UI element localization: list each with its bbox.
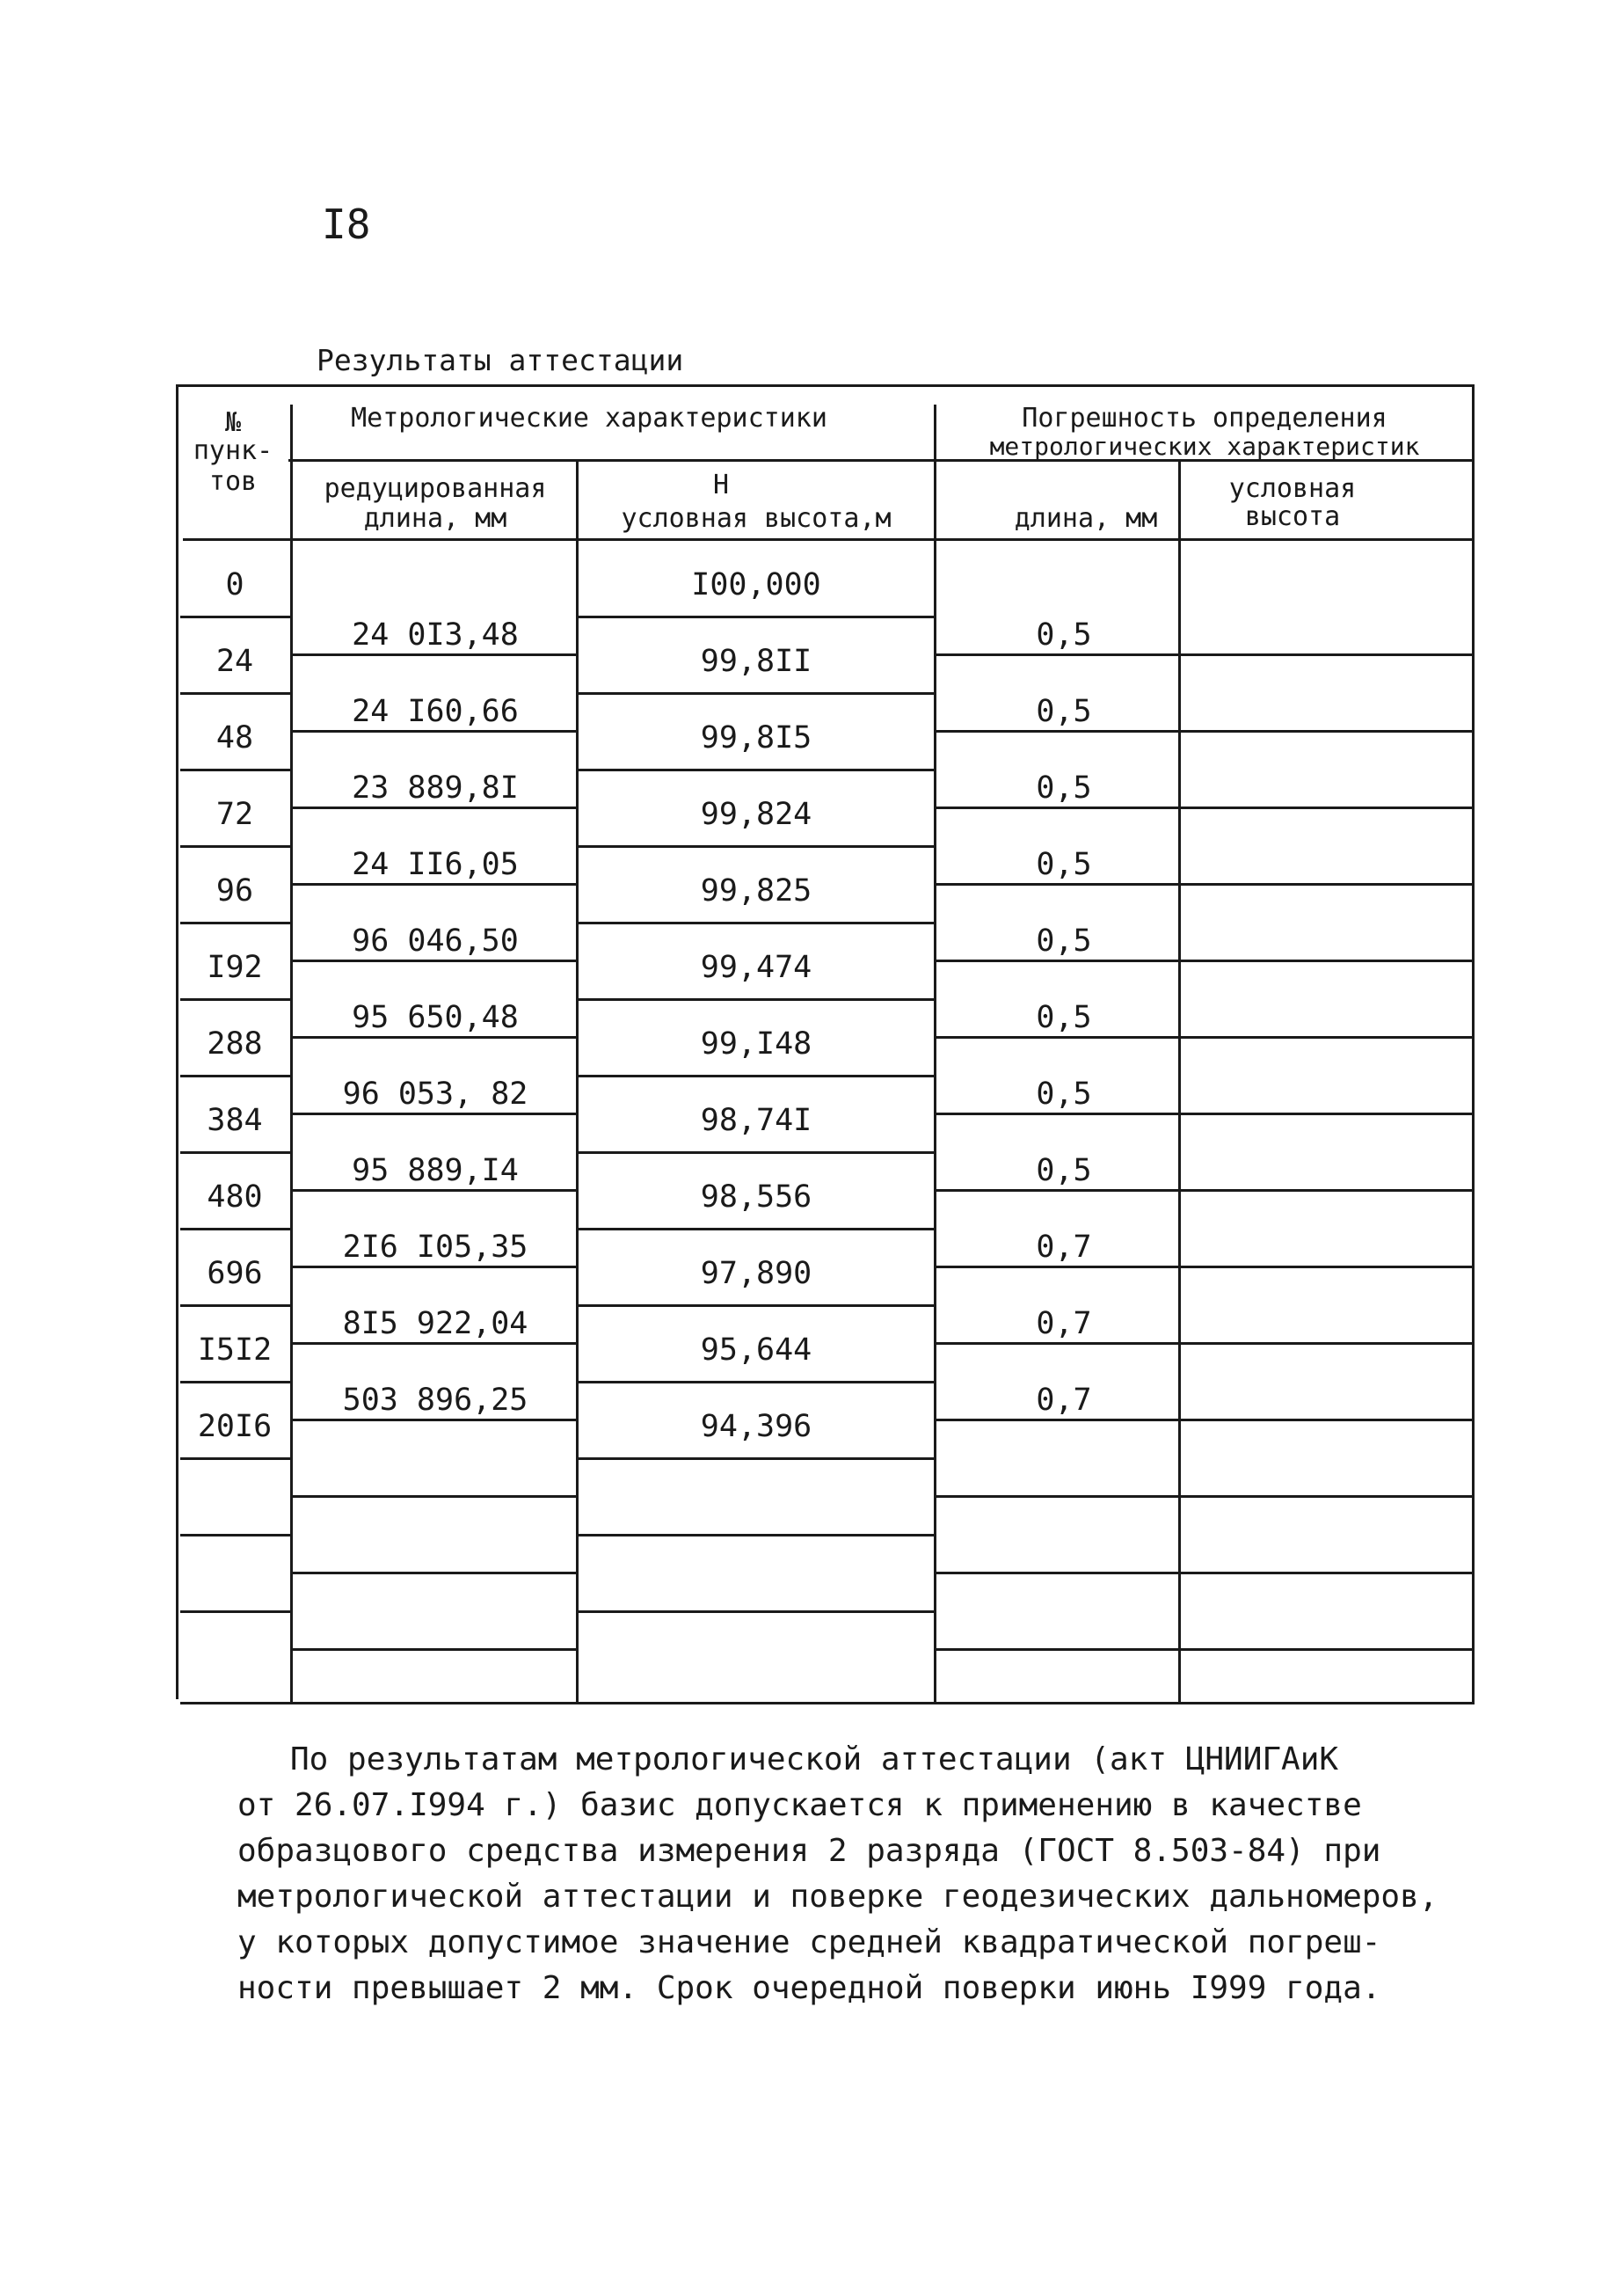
length-row-line: [293, 960, 576, 962]
height-row-line: [579, 1610, 934, 1613]
error-row-line: [936, 883, 1475, 886]
points-column-line: [290, 405, 293, 1702]
height-row-line: [579, 1457, 934, 1460]
length-error-cell: 0,5: [1036, 1000, 1092, 1035]
height-row-line: [579, 998, 934, 1001]
length-row-line: [293, 1189, 576, 1192]
points-row-line: [180, 1610, 290, 1613]
length-error-cell: 0,7: [1036, 1306, 1092, 1341]
header-error-line2: метрологических характеристик: [989, 432, 1420, 461]
length-error-cell: 0,5: [1036, 1153, 1092, 1188]
left-border: [176, 384, 178, 1699]
height-cell: 99,824: [700, 797, 812, 832]
length-error-cell: 0,5: [1036, 847, 1092, 882]
length-row-line: [293, 1113, 576, 1115]
length-row-line: [293, 730, 576, 733]
error-row-line: [936, 653, 1475, 656]
height-row-line: [579, 616, 934, 618]
points-row-line: [180, 1534, 290, 1536]
point-number-cell: 0: [225, 567, 244, 602]
error-row-line: [936, 1113, 1475, 1115]
error-row-line: [936, 1036, 1475, 1039]
point-number-cell: 384: [207, 1103, 263, 1138]
length-error-cell: 0,7: [1036, 1230, 1092, 1265]
table-title: Результаты аттестации: [317, 343, 684, 377]
header-reduced-length-line2: длина, мм: [363, 503, 507, 534]
height-row-line: [579, 845, 934, 848]
points-row-line: [180, 845, 290, 848]
conclusion-paragraph: [237, 1737, 1486, 2011]
height-cell: 99,825: [700, 873, 812, 909]
height-row-line: [579, 1228, 934, 1230]
error-row-line: [936, 960, 1475, 962]
point-number-cell: I92: [207, 950, 263, 985]
length-row-line: [293, 1266, 576, 1268]
error-length-column-line: [1178, 462, 1181, 1702]
header-error-height: условная: [1228, 473, 1357, 504]
table-bottom-border: [180, 1702, 1475, 1704]
points-row-line: [180, 1228, 290, 1230]
length-column-line: [576, 462, 579, 1702]
page-number: I8: [322, 201, 371, 248]
header-height: условная высота,м: [621, 503, 892, 534]
paragraph-line: у которых допустимое значение средней квадратической погреш-: [237, 1924, 1381, 1960]
length-row-line: [293, 1572, 576, 1574]
points-row-line: [180, 1457, 290, 1460]
error-row-line: [936, 1495, 1475, 1498]
height-row-line: [579, 1151, 934, 1154]
length-error-cell: 0,5: [1036, 923, 1092, 959]
length-error-cell: 0,5: [1036, 694, 1092, 729]
length-error-cell: 0,5: [1036, 617, 1092, 653]
points-row-line: [180, 998, 290, 1001]
points-row-line: [180, 1075, 290, 1077]
paragraph-line: По результатам метрологической аттестации (акт ЦНИИГАиК: [290, 1741, 1339, 1777]
length-row-line: [293, 1419, 576, 1421]
length-row-line: [293, 883, 576, 886]
error-row-line: [936, 1572, 1475, 1574]
height-cell: 98,556: [700, 1179, 812, 1215]
height-cell: 99,474: [700, 950, 812, 985]
reduced-length-cell: 95 889,I4: [352, 1153, 519, 1188]
reduced-length-cell: 96 053, 82: [342, 1077, 528, 1112]
header-bottom-border: [183, 538, 1475, 541]
point-number-cell: 24: [215, 644, 254, 679]
length-row-line: [293, 653, 576, 656]
points-row-line: [180, 1381, 290, 1383]
reduced-length-cell: 95 650,48: [352, 1000, 519, 1035]
point-number-cell: 696: [207, 1256, 263, 1291]
height-cell: 99,I48: [700, 1026, 812, 1062]
points-row-line: [180, 1151, 290, 1154]
points-row-line: [180, 692, 290, 695]
paragraph-line: образцового средства измерения 2 разряда (ГОСТ 8.503-84) при: [237, 1833, 1381, 1869]
length-error-cell: 0,5: [1036, 1077, 1092, 1112]
reduced-length-cell: 24 0I3,48: [352, 617, 519, 653]
point-number-cell: I5I2: [197, 1332, 273, 1368]
reduced-length-cell: 96 046,50: [352, 923, 519, 959]
height-row-line: [579, 922, 934, 924]
point-number-cell: 20I6: [197, 1409, 273, 1444]
height-column-line: [934, 405, 936, 1702]
points-row-line: [180, 616, 290, 618]
header-points-line2: пунк-: [193, 435, 273, 466]
reduced-length-cell: 24 II6,05: [352, 847, 519, 882]
error-row-line: [936, 1189, 1475, 1192]
height-row-line: [579, 769, 934, 771]
header-error-length: длина, мм: [1014, 503, 1158, 534]
height-cell: 98,74I: [700, 1103, 812, 1138]
length-error-cell: 0,5: [1036, 770, 1092, 806]
right-border: [1472, 384, 1475, 1704]
reduced-length-cell: 24 I60,66: [352, 694, 519, 729]
paragraph-line: от 26.07.I994 г.) базис допускается к применению в качестве: [237, 1787, 1362, 1823]
reduced-length-cell: 503 896,25: [342, 1383, 528, 1418]
point-number-cell: 72: [215, 797, 254, 832]
header-points-line3: тов: [208, 466, 258, 497]
height-row-line: [579, 1075, 934, 1077]
paragraph-line: метрологической аттестации и поверке геодезических дальномеров,: [237, 1879, 1438, 1915]
reduced-length-cell: 8I5 922,04: [342, 1306, 528, 1341]
point-number-cell: 288: [207, 1026, 263, 1062]
error-row-line: [936, 1266, 1475, 1268]
height-cell: I00,000: [691, 567, 821, 602]
length-row-line: [293, 1648, 576, 1651]
point-number-cell: 480: [207, 1179, 263, 1215]
height-cell: 97,890: [700, 1256, 812, 1291]
error-row-line: [936, 1419, 1475, 1421]
length-row-line: [293, 807, 576, 809]
height-cell: 95,644: [700, 1332, 812, 1368]
header-metrological: Метрологические характеристики: [351, 403, 827, 434]
length-row-line: [293, 1495, 576, 1498]
points-row-line: [180, 769, 290, 771]
reduced-length-cell: 23 889,8I: [352, 770, 519, 806]
header-error: Погрешность определения: [1022, 403, 1387, 434]
error-row-line: [936, 1342, 1475, 1345]
height-cell: 99,8II: [700, 644, 812, 679]
point-number-cell: 96: [215, 873, 254, 909]
points-row-line: [180, 1304, 290, 1307]
height-row-line: [579, 1534, 934, 1536]
reduced-length-cell: 2I6 I05,35: [342, 1230, 528, 1265]
header-points-number: №: [224, 407, 242, 438]
height-row-line: [579, 1381, 934, 1383]
error-row-line: [936, 730, 1475, 733]
table-top-border: [176, 384, 1475, 387]
height-row-line: [579, 1304, 934, 1307]
length-error-cell: 0,7: [1036, 1383, 1092, 1418]
error-row-line: [936, 807, 1475, 809]
points-row-line: [180, 922, 290, 924]
length-row-line: [293, 1342, 576, 1345]
length-row-line: [293, 1036, 576, 1039]
header-height-letter: H: [712, 470, 730, 500]
point-number-cell: 48: [215, 720, 254, 755]
height-row-line: [579, 692, 934, 695]
height-cell: 94,396: [700, 1409, 812, 1444]
height-cell: 99,8I5: [700, 720, 812, 755]
paragraph-line: ности превышает 2 мм. Срок очередной поверки июнь I999 года.: [237, 1970, 1381, 2006]
error-row-line: [936, 1648, 1475, 1651]
header-error-height-line2: высота: [1244, 501, 1341, 532]
header-reduced-length: редуцированная: [324, 473, 547, 504]
